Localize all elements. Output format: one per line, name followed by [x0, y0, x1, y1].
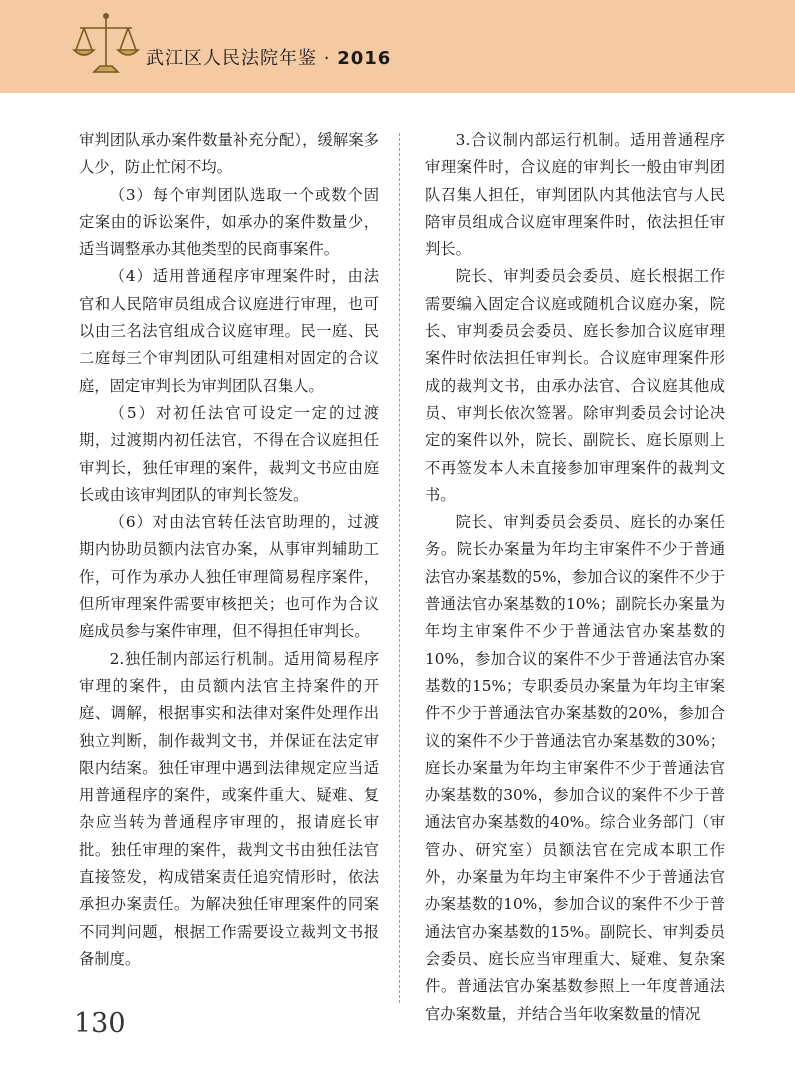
scales-of-justice-icon — [70, 10, 142, 78]
column-divider — [399, 133, 400, 1003]
left-text-column — [79, 127, 379, 973]
page-number: 130 — [74, 1008, 126, 1039]
paragraph: 审判团队承办案件数量补充分配），缓解案多人少，防止忙闲不均。 — [79, 131, 379, 177]
paragraph: （3）每个审判团队选取一个或数个固定案由的诉讼案件，如承办的案件数量少，适当调整承办其他类型的民商事案件。 — [79, 185, 379, 259]
running-header — [146, 44, 391, 70]
paragraph: （6）对由法官转任法官助理的，过渡期内协助员额内法官办案，从事审判辅助工作，可作为承办人独任审理简易程序案件，但所审理案件需要审核把关；也可作为合议庭成员参与案件审理，但不得担任审判长。 — [79, 513, 379, 641]
paragraph: （4）适用普通程序审理案件时，由法官和人民陪审员组成合议庭进行审理，也可以由三名法官组成合议庭审理。民一庭、民二庭每三个审判团队可组建相对固定的合议庭，固定审判长为审判团队召集人。 — [79, 267, 379, 395]
paragraph: 3.合议制内部运行机制。适用普通程序审理案件时，合议庭的审判长一般由审判团队召集人担任，审判团队内其他法官与人民陪审员组成合议庭审理案件时，依法担任审判长。 — [425, 131, 725, 259]
right-text-column — [425, 127, 725, 1028]
header-title: 武江区人民法院年鉴 — [146, 48, 317, 69]
paragraph: 院长、审判委员会委员、庭长的办案任务。院长办案量为年均主审案件不少于普通法官办案基数的5%，参加合议的案件不少于普通法官办案基数的10%；副院长办案量为年均主审案件不少于普通法官办案基数的10%，参加合议的案件不少于普通法官办案基数的15%；专职委员办案量为年均主审案件不少于普通法官办案基数的20%，参加合议的案件不少于普通法官办案基数的30%；庭长办案量为年均主审案件不少于普通法官办案基数的30%，参加合议的案件不少于普通法官办案基数的40%。综合业务部门（审管办、研究室）员额法官在完成本职工作外，办案量为年均主审案件不少于普通法官办案基数的10%，参加合议的案件不少于普通法官办案基数的15%。副院长、审判委员会委员、庭长应当审理重大、疑难、复杂案件。普通法官办案基数参照上一年度普通法官办案数量，并结合当年收案数量的情况 — [425, 513, 725, 1023]
header-separator: · — [323, 48, 331, 69]
paragraph: 2.独任制内部运行机制。适用简易程序审理的案件，由员额内法官主持案件的开庭、调解，根据事实和法律对案件处理作出独立判断，制作裁判文书，并保证在法定审限内结案。独任审理中遇到法律规定应当适用普通程序的案件，或案件重大、疑难、复杂应当转为普通程序审理的，报请庭长审批。独任审理的案件，裁判文书由独任法官直接签发，构成错案责任追究情形时，依法承担办案责任。为解决独任审理案件的同案不同判问题，根据工作需要设立裁判文书报备制度。 — [79, 649, 379, 968]
paragraph: 院长、审判委员会委员、庭长根据工作需要编入固定合议庭或随机合议庭办案，院长、审判委员会委员、庭长参加合议庭审理案件时依法担任审判长。合议庭审理案件形成的裁判文书，由承办法官、合议庭其他成员、审判长依次签署。除审判委员会讨论决定的案件以外，院长、副院长、庭长原则上不再签发本人未直接参加审理案件的裁判文书。 — [425, 267, 725, 504]
header-year: 2016 — [337, 48, 392, 69]
paragraph: （5）对初任法官可设定一定的过渡期，过渡期内初任法官，不得在合议庭担任审判长，独任审理的案件，裁判文书应由庭长或由该审判团队的审判长签发。 — [79, 403, 379, 504]
